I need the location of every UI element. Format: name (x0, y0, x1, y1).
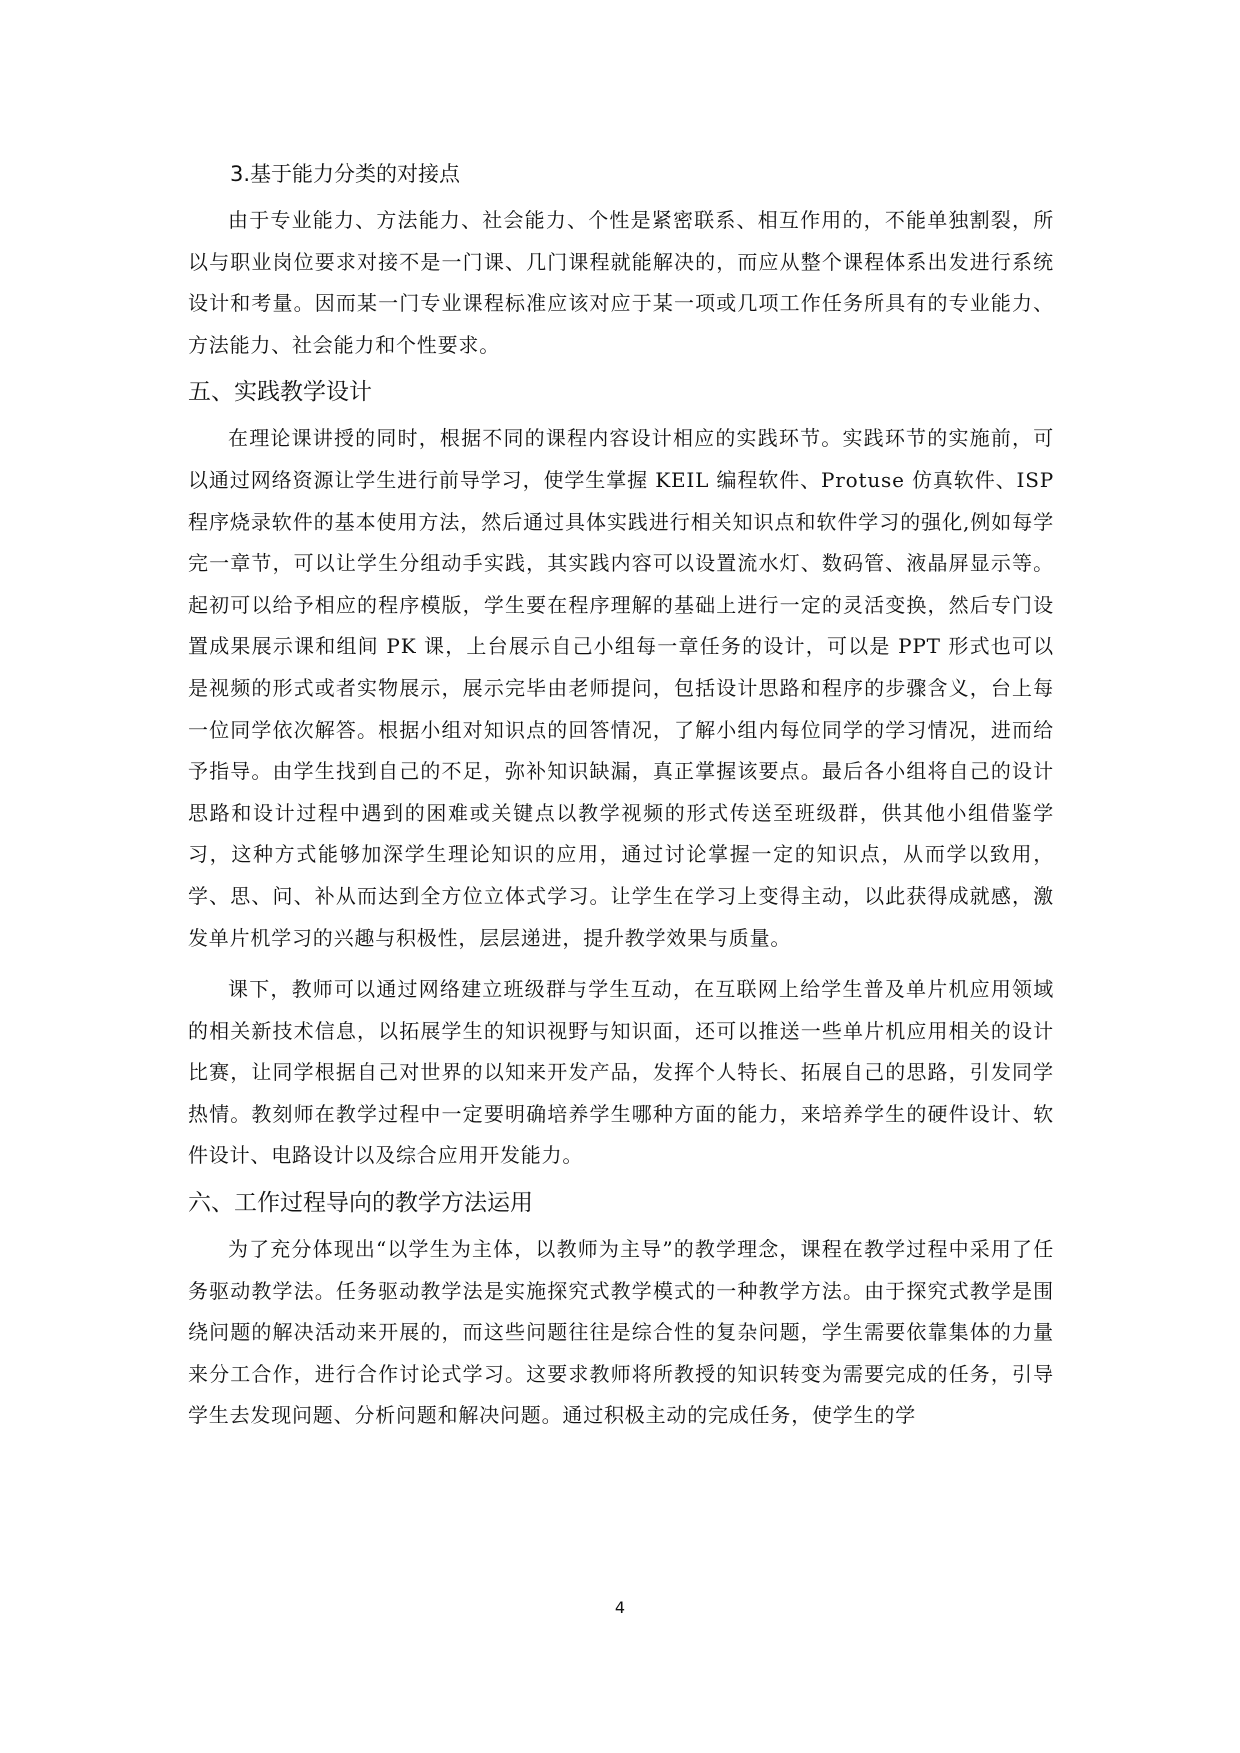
paragraph: 由于专业能力、方法能力、社会能力、个性是紧密联系、相互作用的，不能单独割裂，所以与职业岗位要求对接不是一门课、几门课程就能解决的，而应从整个课程体系出发进行系统设计和考量。因而某一门专业课程标准应该对应于某一项或几项工作任务所具有的专业能力、方法能力、社会能力和个性要求。 (188, 208, 1054, 357)
section-heading: 五、实践教学设计 (188, 379, 372, 406)
section-heading: 六、工作过程导向的教学方法运用 (188, 1190, 533, 1217)
paragraph: 在理论课讲授的同时，根据不同的课程内容设计相应的实践环节。实践环节的实施前，可以通过网络资源让学生进行前导学习，使学生掌握 KEIL 编程软件、Protuse 仿真软件、ISP 程序烧录软件的基本使用方法，然后通过具体实践进行相关知识点和软件学习的强化,例如每学完一章节，可以让学生分组动手实践，其实践内容可以设置流水灯、数码管、液晶屏显示等。起初可以给予相应的程序模版，学生要在程序理解的基础上进行一定的灵活变换，然后专门设置成果展示课和组间 PK 课，上台展示自己小组每一章任务的设计，可以是 PPT 形式也可以是视频的形式或者实物展示，展示完毕由老师提问，包括设计思路和程序的步骤含义，台上每一位同学依次解答。根据小组对知识点的回答情况，了解小组内每位同学的学习情况，进而给予指导。由学生找到自己的不足，弥补知识缺漏，真正掌握该要点。最后各小组将自己的设计思路和设计过程中遇到的困难或关键点以教学视频的形式传送至班级群，供其他小组借鉴学习，这种方式能够加深学生理论知识的应用，通过讨论掌握一定的知识点，从而学以致用，学、思、问、补从而达到全方位立体式学习。让学生在学习上变得主动，以此获得成就感，激发单片机学习的兴趣与积极性，层层递进，提升教学效果与质量。 (188, 426, 1054, 950)
page-number: 4 (614, 1598, 626, 1617)
paragraph: 课下，教师可以通过网络建立班级群与学生互动，在互联网上给学生普及单片机应用领域的相关新技术信息，以拓展学生的知识视野与知识面，还可以推送一些单片机应用相关的设计比赛，让同学根据自己对世界的以知来开发产品，发挥个人特长、拓展自己的思路，引发同学热情。教刻师在教学过程中一定要明确培养学生哪种方面的能力，来培养学生的硬件设计、软件设计、电路设计以及综合应用开发能力。 (188, 977, 1054, 1168)
document-body (188, 158, 1054, 1447)
subsection-heading: 3.基于能力分类的对接点 (230, 162, 461, 186)
paragraph: 为了充分体现出“以学生为主体，以教师为主导”的教学理念，课程在教学过程中采用了任务驱动教学法。任务驱动教学法是实施探究式教学模式的一种教学方法。由于探究式教学是围绕问题的解决活动来开展的，而这些问题往往是综合性的复杂问题，学生需要依靠集体的力量来分工合作，进行合作讨论式学习。这要求教师将所教授的知识转变为需要完成的任务，引导学生去发现问题、分析问题和解决问题。通过积极主动的完成任务，使学生的学 (188, 1237, 1054, 1428)
